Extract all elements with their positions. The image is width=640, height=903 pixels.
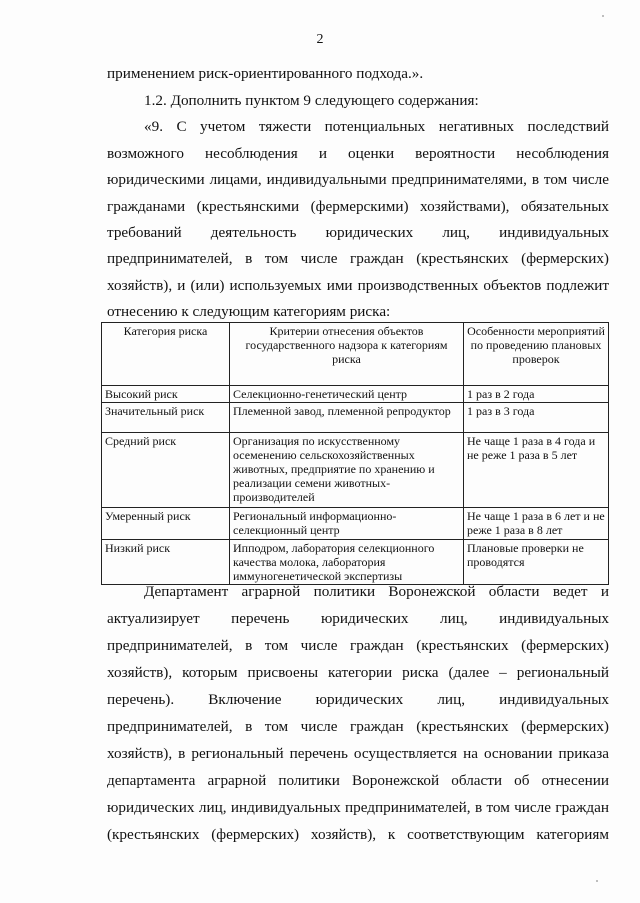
- text-line: департамента аграрной политики Воронежской области об отнесении: [107, 772, 609, 789]
- text-line: актуализирует перечень юридических лиц, индивидуальных: [107, 610, 609, 627]
- cell-category: Высокий риск: [102, 386, 230, 403]
- text-line: Департамент аграрной политики Воронежской области ведет и: [144, 583, 609, 600]
- text-line: применением риск-ориентированного подхода.».: [107, 65, 424, 82]
- text-line: гражданами (крестьянскими (фермерскими) хозяйствами), обязательных: [107, 198, 609, 215]
- scan-speck: [602, 15, 604, 17]
- table-header-row: [102, 323, 609, 386]
- cell-criteria: Селекционно-генетический центр: [230, 386, 464, 403]
- text-line: перечень). Включение юридических лиц, индивидуальных: [107, 691, 609, 708]
- text-line: хозяйств), и (или) используемых ими производственных объектов подлежит: [107, 277, 609, 294]
- text-line: предпринимателей, в том числе граждан (крестьянских (фермерских): [107, 637, 609, 654]
- cell-category: Низкий риск: [102, 540, 230, 585]
- cell-criteria: Ипподром, лаборатория селекционного качества молока, лаборатория иммуногенетической экспертизы: [230, 540, 464, 585]
- cell-criteria: Региональный информационно-селекционный центр: [230, 508, 464, 540]
- text-line: юридических лиц, индивидуальных предпринимателей, в том числе граждан: [107, 799, 609, 816]
- header-criteria: Критерии отнесения объектов государственного надзора к категориям риска: [230, 323, 464, 386]
- cell-criteria: Племенной завод, племенной репродуктор: [230, 403, 464, 433]
- cell-inspections: Не чаще 1 раза в 4 года и не реже 1 раза в 5 лет: [464, 433, 609, 508]
- cell-category: Умеренный риск: [102, 508, 230, 540]
- table-row: [102, 433, 609, 508]
- text-line: 1.2. Дополнить пунктом 9 следующего содержания:: [144, 92, 479, 109]
- table-row: [102, 540, 609, 585]
- text-line: требований деятельность юридических лиц, индивидуальных: [107, 224, 609, 241]
- text-line: хозяйств), в региональный перечень осуществляется на основании приказа: [107, 745, 609, 762]
- page-number: 2: [316, 32, 324, 47]
- header-inspections: Особенности мероприятий по проведению плановых проверок: [464, 323, 609, 386]
- cell-category: Средний риск: [102, 433, 230, 508]
- text-line: отнесению к следующим категориям риска:: [107, 303, 391, 320]
- table-row: [102, 508, 609, 540]
- cell-inspections: 1 раз в 3 года: [464, 403, 609, 433]
- cell-inspections: Не чаще 1 раза в 6 лет и не реже 1 раза в 8 лет: [464, 508, 609, 540]
- text-line: возможного несоблюдения и оценки вероятности несоблюдения: [107, 145, 609, 162]
- header-category: Категория риска: [102, 323, 230, 386]
- text-line: (крестьянских (фермерских) хозяйств), к соответствующим категориям: [107, 826, 609, 843]
- table-row: [102, 403, 609, 433]
- text-line: юридическими лицами, индивидуальными предпринимателями, в том числе: [107, 171, 609, 188]
- scan-speck: [596, 880, 598, 882]
- cell-inspections: Плановые проверки не проводятся: [464, 540, 609, 585]
- risk-category-table: [101, 322, 609, 585]
- cell-category: Значительный риск: [102, 403, 230, 433]
- table-row: [102, 386, 609, 403]
- text-line: предпринимателей, в том числе граждан (крестьянских (фермерских): [107, 250, 609, 267]
- text-line: «9. С учетом тяжести потенциальных негативных последствий: [144, 118, 609, 135]
- text-line: хозяйств), которым присвоены категории риска (далее – региональный: [107, 664, 609, 681]
- cell-criteria: Организация по искусственному осеменению сельскохозяйственных животных, предприятие по хранению и реализации семени животных-производителей: [230, 433, 464, 508]
- text-line: предпринимателей, в том числе граждан (крестьянских (фермерских): [107, 718, 609, 735]
- cell-inspections: 1 раз в 2 года: [464, 386, 609, 403]
